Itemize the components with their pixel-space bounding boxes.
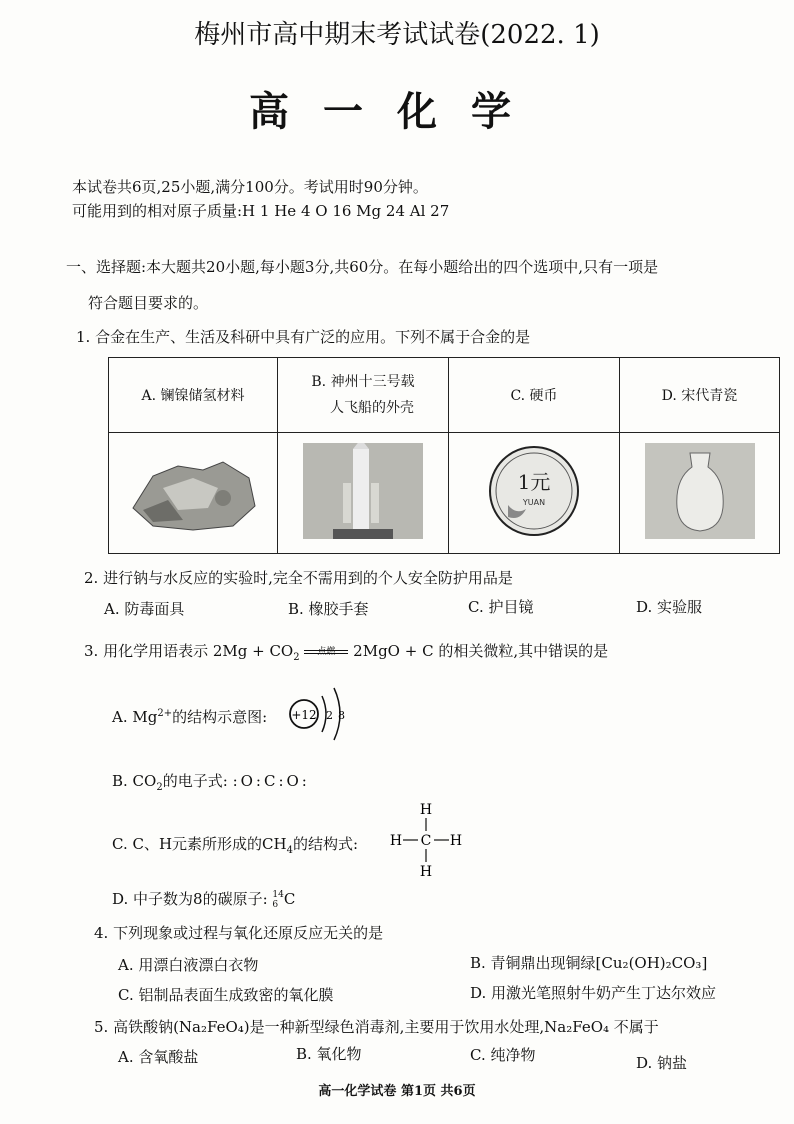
q2-option-c: C. 护目镜	[468, 598, 534, 616]
q4-option-b: B. 青铜鼎出现铜绿[Cu₂(OH)₂CO₃]	[470, 954, 708, 972]
q1-option-d-label: D. 宋代青瓷	[620, 358, 780, 433]
q1-option-a-image	[109, 433, 278, 554]
methane-structure-diagram	[386, 798, 466, 882]
q5-option-d: D. 钠盐	[636, 1054, 688, 1072]
q3-stem: 3. 用化学用语表示 $2Mg + CO_2$ 点燃 2MgO + C 的相关微粒,其中错误的是	[84, 642, 609, 663]
nucleus-charge: +12	[291, 708, 317, 722]
q1-option-d-image	[620, 433, 780, 554]
q3-option-a: A. $Mg^{2+}$的结构示意图:	[112, 708, 268, 726]
q2-option-a: A. 防毒面具	[104, 600, 185, 618]
spacecraft-launch-photo	[303, 443, 423, 539]
h-left: H	[389, 833, 403, 849]
intro-line-2: 可能用到的相对原子质量:H 1 He 4 O 16 Mg 24 Al 27	[72, 202, 450, 220]
q1-option-b-label: B. 神州十三号载 人飞船的外壳	[278, 358, 449, 433]
co2-electron-formula: :O:C:O:	[232, 772, 310, 790]
intro-line-1: 本试卷共6页,25小题,满分100分。考试用时90分钟。	[72, 178, 428, 196]
q5-option-a: A. 含氧酸盐	[118, 1048, 199, 1066]
coin-photo	[486, 443, 582, 539]
q2-option-d: D. 实验服	[636, 598, 703, 616]
isotope-numbers: 14 6	[272, 890, 284, 910]
q2-stem: 2. 进行钠与水反应的实验时,完全不需用到的个人安全防护用品是	[84, 569, 513, 587]
q5-option-b: B. 氧化物	[296, 1045, 362, 1063]
h-top: H	[419, 802, 433, 818]
section-heading-cont: 符合题目要求的。	[88, 294, 209, 312]
h-bottom: H	[419, 864, 433, 880]
atom-structure-diagram	[280, 684, 354, 744]
q4-option-c: C. 铝制品表面生成致密的氧化膜	[118, 986, 334, 1004]
q1-option-a-label: A. 镧镍储氢材料	[109, 358, 278, 433]
shell-1-electrons: 2	[326, 709, 333, 722]
h-right: H	[449, 833, 463, 849]
shell-2-electrons: 8	[338, 709, 345, 722]
q2-option-b: B. 橡胶手套	[288, 600, 369, 618]
q1-option-b-image	[278, 433, 449, 554]
q3-option-c: C. C、H元素所形成的$CH_4$的结构式:	[112, 835, 359, 856]
section-heading: 一、选择题:本大题共20小题,每小题3分,共60分。在每小题给出的四个选项中,只有一项是	[66, 258, 659, 276]
q3-option-b: B. $CO_2$的电子式: :O:C:O:	[112, 772, 310, 793]
exam-title: 梅州市高中期末考试试卷(2022. 1)	[194, 20, 600, 50]
q5-option-c: C. 纯净物	[470, 1046, 536, 1064]
c-center: C	[420, 833, 432, 849]
q1-options-table	[108, 357, 780, 554]
q1-option-c-label: C. 硬币	[449, 358, 620, 433]
alloy-chunk-photo	[123, 448, 263, 534]
coin-subtext: YUAN	[522, 498, 546, 507]
q4-option-d: D. 用激光笔照射牛奶产生丁达尔效应	[470, 984, 717, 1002]
q1-stem: 1. 合金在生产、生活及科研中具有广泛的应用。下列不属于合金的是	[76, 328, 531, 346]
coin-denomination: 1元	[517, 470, 551, 494]
q3-option-d: D. 中子数为8的碳原子: 14 6 C	[112, 890, 296, 910]
q1-option-c-image	[449, 433, 620, 554]
page-footer: 高一化学试卷 第1页 共6页	[318, 1084, 476, 1099]
q4-option-a: A. 用漂白液漂白衣物	[118, 956, 259, 974]
subject-title: 高一化学	[249, 88, 545, 135]
q4-stem: 4. 下列现象或过程与氧化还原反应无关的是	[94, 924, 384, 942]
q5-stem: 5. 高铁酸钠(Na₂FeO₄)是一种新型绿色消毒剂,主要用于饮用水处理,Na₂FeO₄ 不属于	[94, 1018, 659, 1036]
porcelain-vase-photo	[645, 443, 755, 539]
